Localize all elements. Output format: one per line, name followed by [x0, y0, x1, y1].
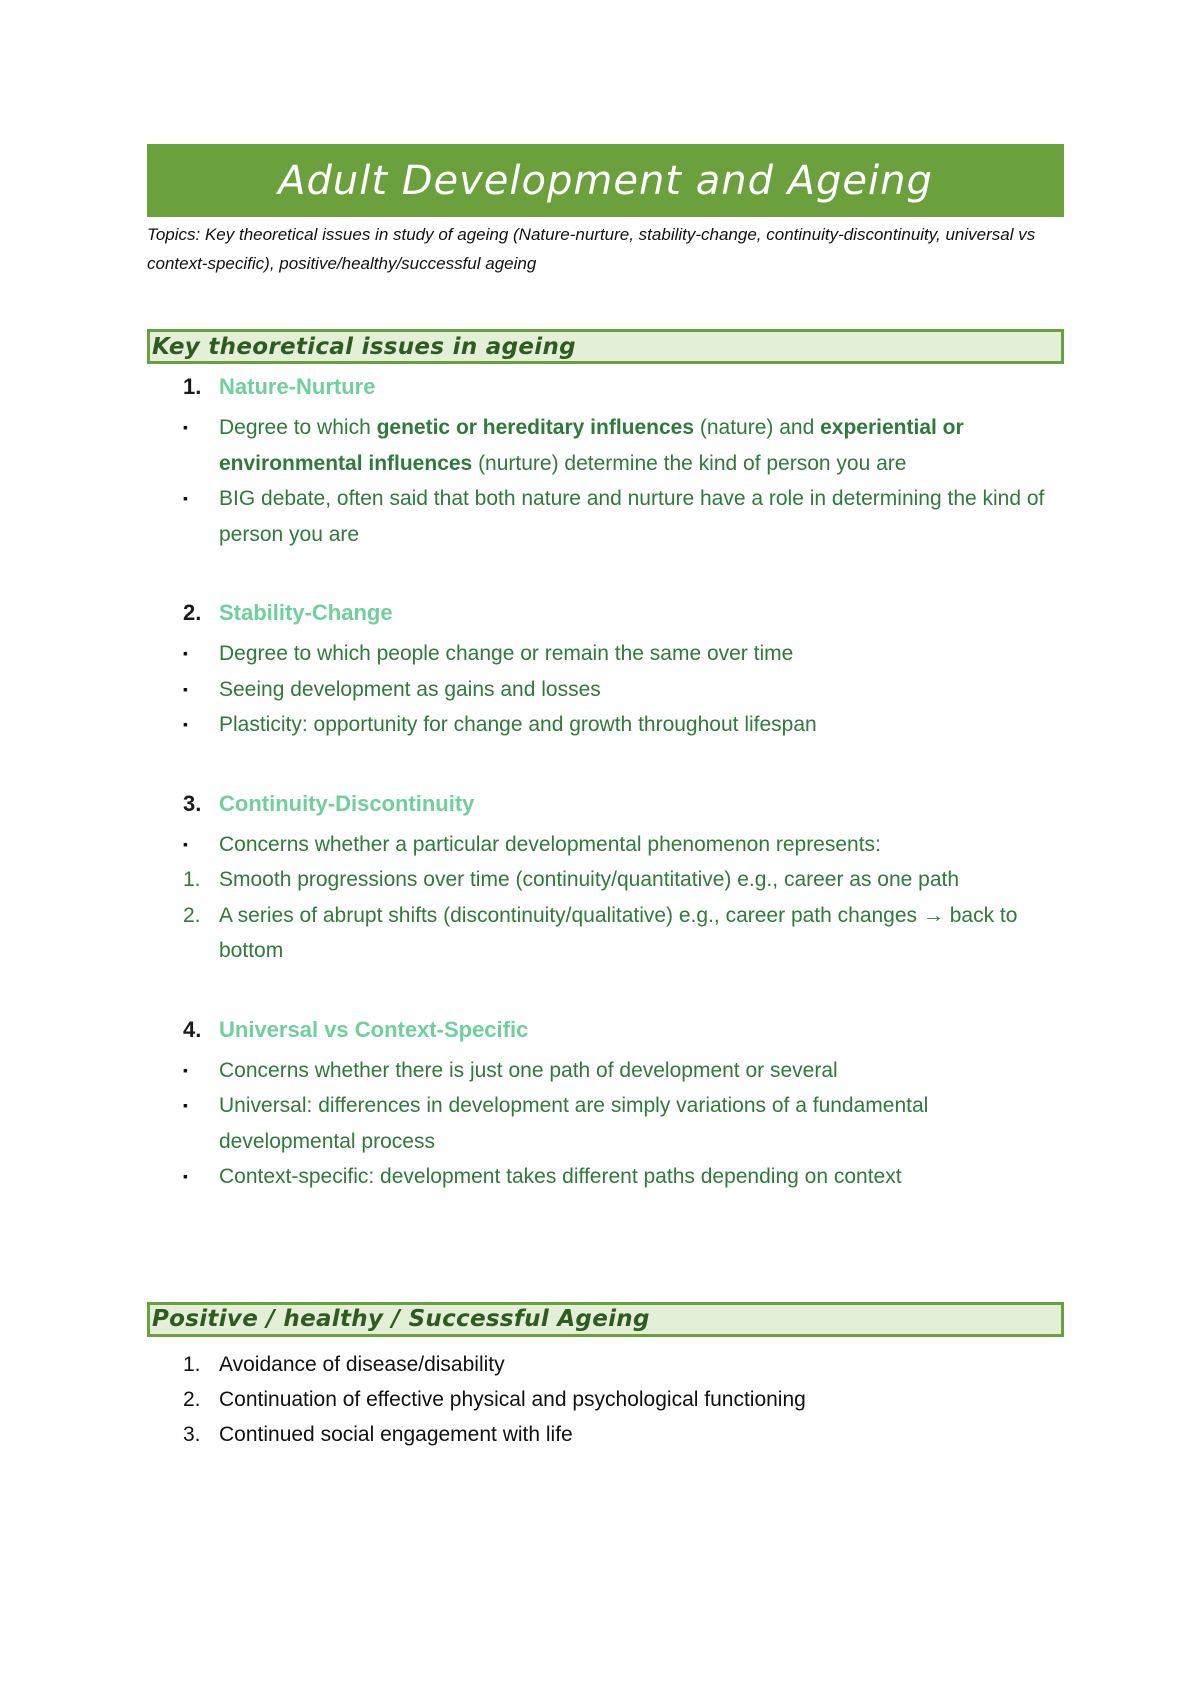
bullet-icon: ▪ [183, 419, 188, 435]
item-number: 1. [183, 868, 201, 891]
issue-number: 1. [183, 374, 202, 399]
bullet-icon: ▪ [183, 835, 188, 852]
bullet-icon: ▪ [183, 716, 188, 732]
numbered-item: 3. Continued social engagement with life [183, 1417, 1064, 1452]
issue-heading-continuity-discontinuity [183, 791, 1064, 827]
item-number: 3. [183, 1422, 201, 1446]
page-title: Adult Development and Ageing [278, 157, 933, 204]
item-number: 1. [183, 1352, 201, 1376]
list-item: ▪ BIG debate, often said that both nature and nurture have a role in determining the kind of person you are [183, 481, 1064, 552]
bullet-icon: ▪ [183, 1168, 188, 1184]
bullet-icon: ▪ [183, 1097, 188, 1113]
list-item: ▪ Universal: differences in development are simply variations of a fundamental developmental process [183, 1088, 1064, 1159]
numbered-item: 2. Continuation of effective physical and psychological functioning [183, 1382, 1064, 1417]
list-item: ▪ Degree to which people change or remain the same over time [183, 636, 1064, 672]
section-heading-key-issues [147, 329, 1064, 364]
list-item: ▪ Degree to which genetic or hereditary influences (nature) and experiential or environmental influences (nurture) determine the kind of person you are [183, 410, 1064, 481]
list-item: ▪ Concerns whether there is just one path of development or several [183, 1053, 1064, 1089]
list-item: ▪ Plasticity: opportunity for change and growth throughout lifespan [183, 707, 1064, 743]
issue-number: 4. [183, 1016, 202, 1042]
list-item: ▪ Seeing development as gains and losses [183, 672, 1064, 708]
list-item: ▪ Context-specific: development takes different paths depending on context [183, 1159, 1064, 1195]
bullet-icon: ▪ [183, 490, 188, 506]
document-page [147, 144, 1064, 1452]
bullet-icon: ▪ [183, 1061, 188, 1078]
numbered-item: 1. Avoidance of disease/disability [183, 1347, 1064, 1382]
title-banner [147, 144, 1064, 217]
issue-heading-stability-change [183, 600, 1064, 636]
issue-heading-nature-nurture [183, 374, 1064, 410]
section-heading-text: Key theoretical issues in ageing [152, 333, 576, 360]
issue-label: Continuity-Discontinuity [219, 790, 475, 816]
issue-label: Universal vs Context-Specific [219, 1016, 529, 1042]
item-number: 2. [183, 1387, 201, 1411]
issue-label: Nature-Nurture [219, 374, 376, 399]
bullet-icon: ▪ [183, 645, 188, 661]
issue-label: Stability-Change [219, 600, 393, 625]
item-number: 2. [183, 903, 201, 927]
list-item: ▪ Concerns whether a particular developmental phenomenon represents: [183, 827, 1064, 863]
section-heading-text: Positive / healthy / Successful Ageing [152, 1306, 650, 1332]
issue-number: 2. [183, 600, 202, 625]
numbered-item: 1. Smooth progressions over time (continuity/quantitative) e.g., career as one path [183, 862, 1064, 898]
issue-number: 3. [183, 790, 202, 816]
issue-heading-universal-context [183, 1017, 1064, 1053]
numbered-item: 2. A series of abrupt shifts (discontinuity/qualitative) e.g., career path changes → back to bottom [183, 898, 1064, 969]
topics-summary: Topics: Key theoretical issues in study of ageing (Nature-nurture, stability-change, continuity-discontinuity, universal vs context-specific), positive/healthy/successful ageing [147, 225, 1036, 273]
key-issues-list [183, 374, 1064, 1195]
successful-ageing-list [183, 1347, 1064, 1452]
bullet-icon: ▪ [183, 680, 188, 697]
section-heading-successful-ageing [147, 1302, 1064, 1337]
